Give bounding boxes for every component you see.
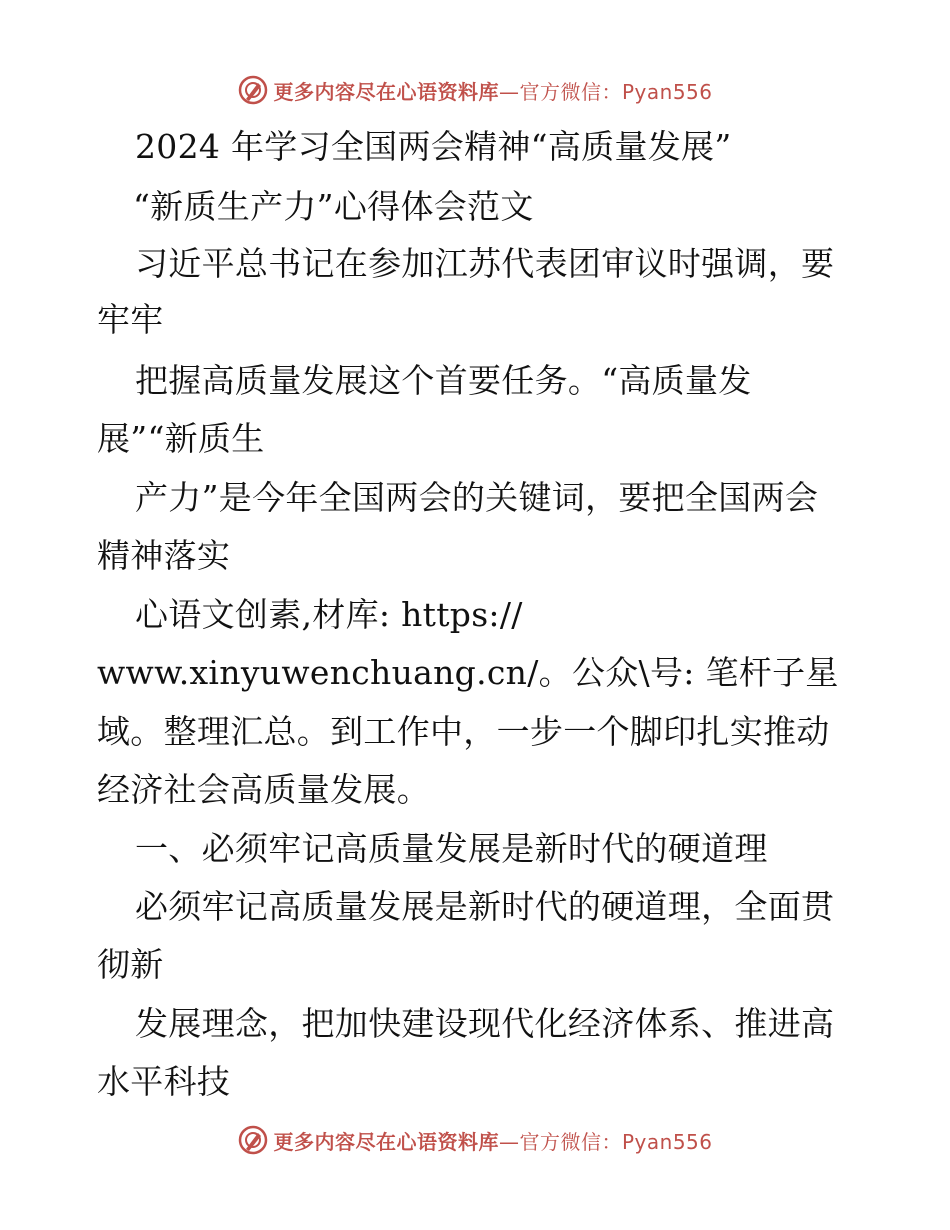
watermark-lead: 更多内容尽在心语资料库 <box>273 79 499 104</box>
text-line: 发展理念，把加快建设现代化经济体系、推进高 <box>135 1004 835 1043</box>
text-line: 经济社会高质量发展。 <box>97 770 430 809</box>
watermark-contact-label: 官方微信： <box>519 79 622 104</box>
text-line: 彻新 <box>97 945 164 984</box>
text-line: 展”“新质生 <box>97 419 265 458</box>
watermark-text <box>273 1126 712 1155</box>
pen-nib-logo-icon <box>237 74 269 106</box>
text-line: 域。整理汇总。到工作中，一步一个脚印扎实推动 <box>97 712 830 751</box>
watermark-separator: — <box>498 1129 520 1154</box>
document-title-line-1: 2024 年学习全国两会精神“高质量发展” <box>135 127 732 166</box>
watermark-lead: 更多内容尽在心语资料库 <box>273 1129 499 1154</box>
text-line: 产力”是今年全国两会的关键词，要把全国两会 <box>135 478 819 517</box>
text-line: 水平科技 <box>97 1062 231 1101</box>
section-heading: 一、必须牢记高质量发展是新时代的硬道理 <box>135 829 768 868</box>
text-line: www.xinyuwenchuang.cn/。公众\号: 笔杆子星 <box>97 653 839 692</box>
text-line: 把握高质量发展这个首要任务。“高质量发 <box>135 361 752 400</box>
text-line: 必须牢记高质量发展是新时代的硬道理，全面贯 <box>135 887 835 926</box>
watermark-separator: — <box>498 79 520 104</box>
watermark-contact-id: Pyan556 <box>621 79 713 104</box>
text-line: 习近平总书记在参加江苏代表团审议时强调，要 <box>135 244 835 283</box>
text-line: 心语文创素,材库: https:// <box>135 595 523 634</box>
footer-watermark <box>0 1120 950 1160</box>
watermark-text <box>273 76 712 105</box>
watermark-contact-label: 官方微信： <box>519 1129 622 1154</box>
watermark-contact-id: Pyan556 <box>621 1129 713 1154</box>
text-line: 牢牢 <box>97 300 164 339</box>
text-line: 精神落实 <box>97 536 231 575</box>
header-watermark <box>0 70 950 110</box>
pen-nib-logo-icon <box>237 1124 269 1156</box>
document-title-line-2: “新质生产力”心得体会范文 <box>133 187 534 226</box>
